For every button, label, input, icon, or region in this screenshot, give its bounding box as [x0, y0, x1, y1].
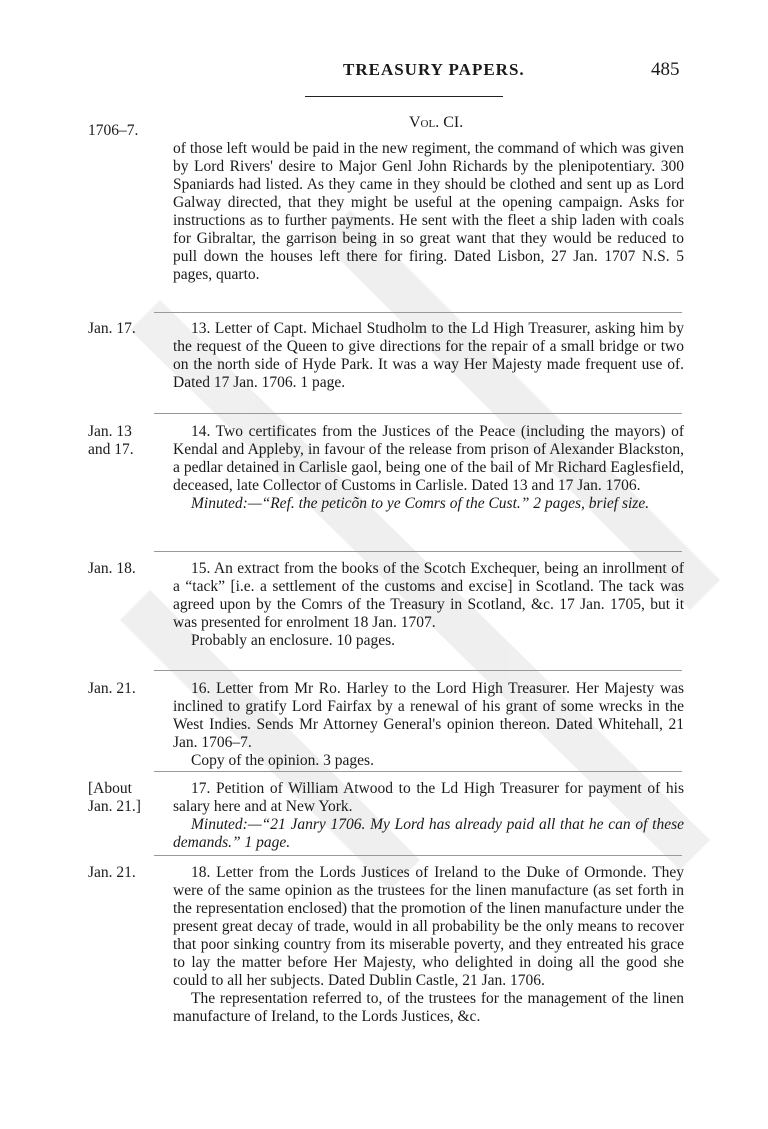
entry-body [173, 560, 684, 650]
header-rule [305, 96, 503, 97]
entry-date: Jan. 13 and 17. [88, 423, 134, 458]
volume-heading: Vol. CI. [409, 114, 464, 131]
entry-paragraph: 18. Letter from the Lords Justices of Ireland to the Duke of Ormonde. They were of the same opinion as the trustees for the linen manufacture (as set forth in the representation enclosed) that the promotion of the linen manufacture under the present great decay of trade, would in all probability be the only means to recover that poor sinking country from its miserable poverty, and they entreated his grace to lay the matter before Her Majesty, who delighted in doing all the good she could to all her subjects. Dated Dublin Castle, 21 Jan. 1706. [173, 864, 684, 989]
entry-divider [154, 670, 682, 671]
entry-date: [About Jan. 21.] [88, 780, 141, 815]
entry-date: 1706–7. [88, 122, 139, 139]
entry-note: Copy of the opinion. 3 pages. [191, 752, 374, 769]
entry-minute: Minuted:—“21 Janry 1706. My Lord has already paid all that he can of these demands.” 1 page. [173, 816, 684, 851]
entry-paragraph: of those left would be paid in the new regiment, the command of which was given by Lord Rivers' desire to Major Genl John Richards by the plenipotentiary. 300 Spaniards had listed. As they came in they should be clothed and sent up as Lord Galway directed, that they might be useful at the opening campaign. Asks for instructions as to further payments. He sent with the fleet a ship laden with coals for Gibraltar, the garrison being in so great want that they would be reduced to pull down the houses left there for firing. Dated Lisbon, 27 Jan. 1707 N.S. 5 pages, quarto. [173, 140, 684, 283]
entry-divider [154, 413, 682, 414]
entry-body [173, 140, 684, 284]
entry-note: The representation referred to, of the trustees for the management of the linen manufacture of Ireland, to the Lords Justices, &c. [173, 990, 684, 1025]
entry-body [173, 780, 684, 852]
entry-body [173, 423, 684, 513]
entry-paragraph: 17. Petition of William Atwood to the Ld High Treasurer for payment of his salary here and at New York. [173, 780, 684, 815]
entry-divider [154, 312, 682, 313]
page-number: 485 [651, 59, 680, 80]
entry-date: Jan. 17. [88, 320, 136, 337]
entry-body [173, 680, 684, 770]
entry-paragraph: 14. Two certificates from the Justices of the Peace (including the mayors) of Kendal and Appleby, in favour of the release from prison of Alexander Blackston, a pedlar detained in Carlisle gaol, being one of the bail of Mr Richard Eaglesfield, deceased, late Collector of Customs in Carlisle. Dated 13 and 17 Jan. 1706. [173, 423, 684, 494]
entry-divider [154, 551, 682, 552]
entry-date: Jan. 21. [88, 680, 136, 697]
entry-body [173, 864, 684, 1026]
entry-minute: Minuted:—“Ref. the peticõn to ye Comrs of the Cust.” 2 pages, brief size. [191, 495, 650, 512]
entry-paragraph: 15. An extract from the books of the Scotch Exchequer, being an inrollment of a “tack” [i.e. a settlement of the customs and excise] in Scotland. The tack was agreed upon by the Comrs of the Treasury in Scotland, &c. 17 Jan. 1705, but it was presented for enrolment 18 Jan. 1707. [173, 560, 684, 631]
entry-body [173, 320, 684, 392]
entry-date: Jan. 21. [88, 864, 136, 881]
entry-date: Jan. 18. [88, 560, 136, 577]
entry-divider [154, 855, 682, 856]
entry-paragraph: 16. Letter from Mr Ro. Harley to the Lord High Treasurer. Her Majesty was inclined to gratify Lord Fairfax by a renewal of his grant of some wrecks in the West Indies. Sends Mr Attorney General's opinion thereon. Dated Whitehall, 21 Jan. 1706–7. [173, 680, 684, 751]
entry-note: Probably an enclosure. 10 pages. [191, 632, 396, 649]
entry-paragraph: 13. Letter of Capt. Michael Studholm to the Ld High Treasurer, asking him by the request of the Queen to give directions for the repair of a small bridge or two on the north side of Hyde Park. It was a way Her Majesty made frequent use of. Dated 17 Jan. 1706. 1 page. [173, 320, 684, 391]
entry-divider [154, 771, 682, 772]
running-title: TREASURY PAPERS. [343, 60, 525, 79]
